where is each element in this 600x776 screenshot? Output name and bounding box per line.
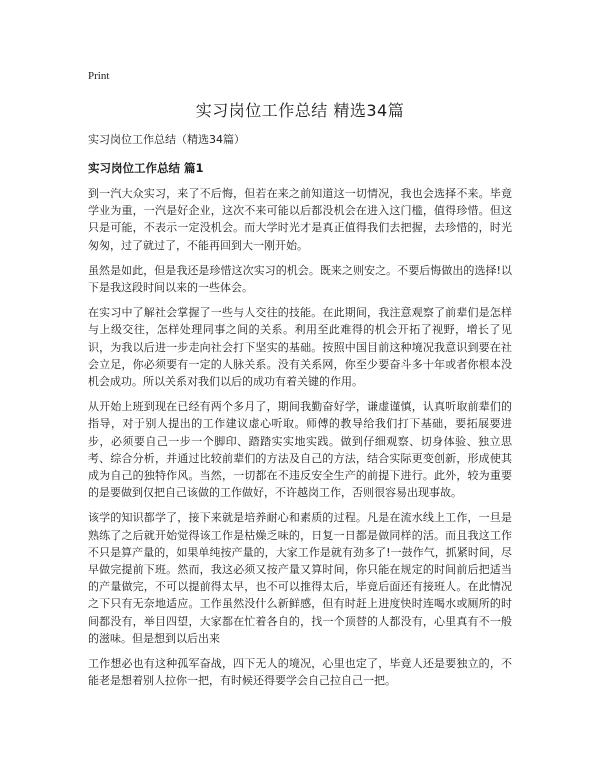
article-body <box>88 185 512 697</box>
paragraph: 从开始上班到现在已经有两个多月了，期间我勤奋好学，谦虚谨慎，认真听取前辈们的指导，对于别人提出的工作建议虚心听取。师傅的教导给我们打下基础，要拓展要进步，必须要自己一步一个脚印、踏踏实实地实践。做到仔细观察、切身体验、独立思考、综合分析，并通过比较前辈们的方法及自己的方法，结合实际更变创新，形成使其成为自己的独特作风。当然，一切都在不违反安全生产的前提下进行。此外，较为重要的是要做到仅把自己该做的工作做好，不许越岗工作，否则很容易出现事故。 <box>88 400 512 500</box>
paragraph: 到一汽大众实习，来了不后悔，但若在来之前知道这一切情况，我也会选择不来。毕竟学业为重，一汽是好企业，这次不来可能以后都没机会在进入这门槛，值得珍惜。但这只是可能，不表示一定没机会。而大学时光才是真正值得我们去把握，去珍惜的，时光匆匆，过了就过了，不能再回到大一刚开始。 <box>88 187 512 252</box>
paragraph: 该学的知识都学了，接下来就是培养耐心和素质的过程。凡是在流水线上工作，一旦是熟练了之后就开始觉得该工作是枯燥乏味的，日复一日都是做同样的活。而且我这工作不只是算产量的，如果单纯按产量的，大家工作是就有劲多了!一鼓作气，抓紧时间，尽早做完提前下班。然而，我这必须又按产量又算时间，你只能在规定的时间前后把适当的产量做完，不可以提前得太早，也不可以推得太后，毕竟后面还有接班人。在此情况之下只有无奈地适应。工作虽然没什么新鲜感，但有时赶上进度快时连喝水或厕所的时间都没有，举目四望，大家都在忙着各自的，找一个顶替的人都没有，心里真有不一般的滋味。但是想到以后出来 <box>88 511 512 645</box>
paragraph: 工作想必也有这种孤军奋战，四下无人的境况，心里也定了，毕竟人还是要独立的，不能老是想着别人拉你一把，有时候还得要学会自己拉自己一把。 <box>88 657 512 688</box>
section-heading: 实习岗位工作总结 篇1 <box>88 161 204 175</box>
paragraph: 在实习中了解社会掌握了一些与人交往的技能。在此期间，我注意观察了前辈们是怎样与上级交往，怎样处理同事之间的关系。利用至此难得的机会开拓了视野，增长了见识，为我以后进一步走向社会打下坚实的基础。按照中国目前这种境况我意识到要在社会立足，你必须要有一定的人脉关系。没有关系网，你至少要奋斗多十年或者你根本没机会成功。所以关系对我们以后的成功有着关键的作用。 <box>88 306 512 389</box>
paragraph: 虽然是如此，但是我还是珍惜这次实习的机会。既来之则安之。不要后悔做出的选择!以下是我这段时间以来的一些体会。 <box>88 263 512 295</box>
print-link[interactable]: Print <box>88 70 110 82</box>
document-subtitle: 实习岗位工作总结（精选34篇） <box>88 133 245 146</box>
document-title: 实习岗位工作总结 精选34篇 <box>195 101 405 120</box>
